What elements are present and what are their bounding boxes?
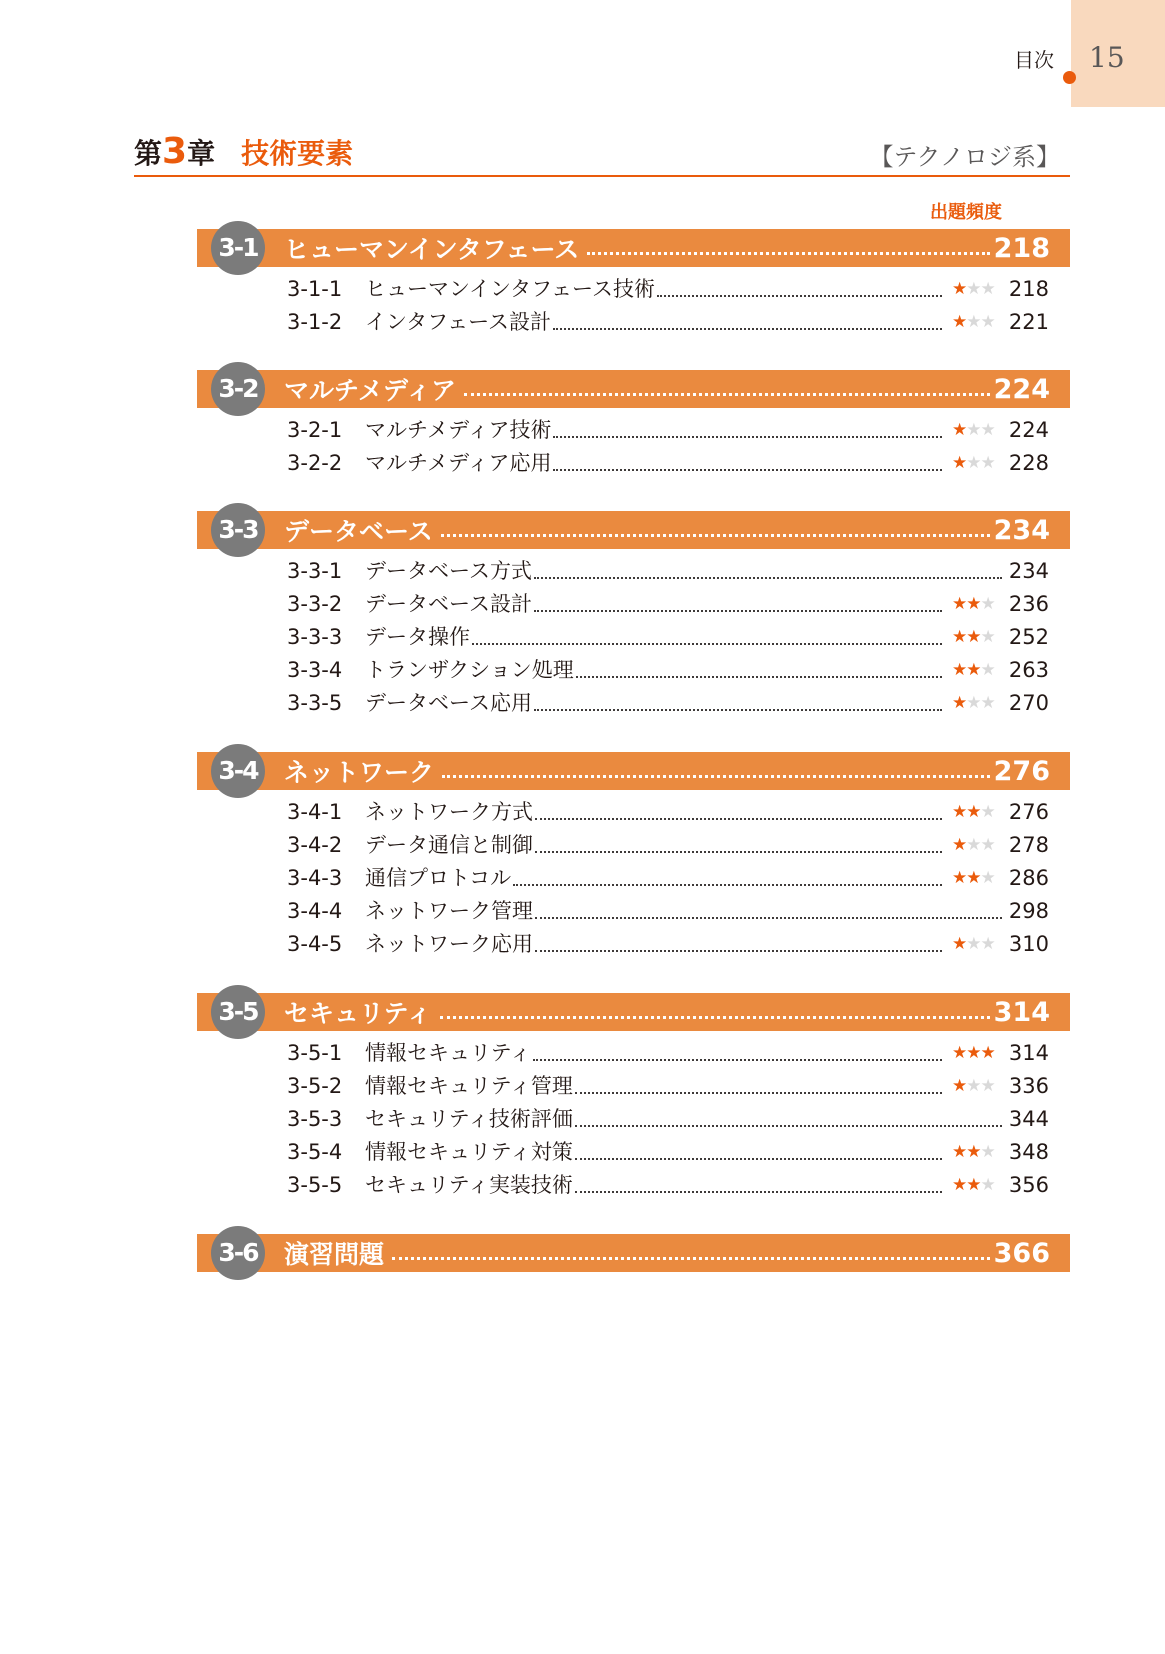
subsection-entry[interactable] xyxy=(287,273,1049,306)
subsection-page: 270 xyxy=(1008,691,1049,715)
star-icon: ★ xyxy=(966,660,981,680)
chapter-heading xyxy=(134,132,353,174)
frequency-stars xyxy=(946,588,1006,621)
frequency-stars xyxy=(946,273,1006,306)
star-icon: ★ xyxy=(952,627,967,647)
subsection-title: 情報セキュリティ管理 xyxy=(365,1074,573,1098)
star-icon: ★ xyxy=(952,453,967,473)
subsection-number: 3-4-5 xyxy=(287,932,343,956)
chapter-divider xyxy=(134,175,1070,177)
frequency-stars xyxy=(946,928,1006,961)
frequency-stars xyxy=(946,796,1006,829)
section-title: データベース xyxy=(284,517,433,546)
star-icon: ★ xyxy=(966,934,981,954)
star-icon: ★ xyxy=(952,594,967,614)
subsection-page: 314 xyxy=(1008,1041,1049,1065)
subsection-entry[interactable] xyxy=(287,654,1049,687)
frequency-stars xyxy=(946,862,1006,895)
dot-leader xyxy=(440,1016,990,1019)
section-page: 224 xyxy=(993,373,1050,405)
star-icon: ★ xyxy=(980,1175,995,1195)
subsection-number: 3-5-2 xyxy=(287,1074,343,1098)
star-icon: ★ xyxy=(966,312,981,332)
subsection-entry[interactable] xyxy=(287,555,1049,588)
star-icon: ★ xyxy=(952,1076,967,1096)
subsection-entry[interactable] xyxy=(287,588,1049,621)
page-number: 15 xyxy=(1089,41,1125,74)
star-icon: ★ xyxy=(966,453,981,473)
dot-leader xyxy=(442,775,990,778)
dot-leader xyxy=(575,1191,942,1193)
subsection-title: データベース設計 xyxy=(365,592,532,616)
subsection-number: 3-3-1 xyxy=(287,559,343,583)
subsection-entry[interactable] xyxy=(287,895,1049,928)
subsection-number: 3-1-2 xyxy=(287,310,343,334)
dot-leader xyxy=(472,643,942,645)
subsection-title: 通信プロトコル xyxy=(365,866,512,890)
subsection-page: 336 xyxy=(1008,1074,1049,1098)
subsection-entry[interactable] xyxy=(287,928,1049,961)
frequency-stars xyxy=(946,1037,1006,1070)
frequency-stars xyxy=(946,306,1006,339)
dot-leader xyxy=(553,436,942,438)
subsection-number: 3-3-2 xyxy=(287,592,343,616)
running-header-label: 目次 xyxy=(1014,48,1054,72)
dot-leader xyxy=(575,1158,942,1160)
star-icon: ★ xyxy=(980,1142,995,1162)
subsection-title: マルチメディア応用 xyxy=(365,451,552,475)
subsection-title: データベース応用 xyxy=(365,691,532,715)
subsection-title: マルチメディア技術 xyxy=(365,418,552,442)
frequency-stars xyxy=(946,447,1006,480)
star-icon: ★ xyxy=(966,279,981,299)
star-icon: ★ xyxy=(980,1043,995,1063)
subsection-page: 348 xyxy=(1008,1140,1049,1164)
star-icon: ★ xyxy=(952,660,967,680)
star-icon: ★ xyxy=(952,835,967,855)
subsection-title: データ通信と制御 xyxy=(365,833,533,857)
star-icon: ★ xyxy=(980,868,995,888)
subsection-page: 236 xyxy=(1008,592,1049,616)
section-title: ネットワーク xyxy=(284,758,435,787)
star-icon: ★ xyxy=(966,1043,981,1063)
section-entry[interactable] xyxy=(284,1234,1050,1272)
star-icon: ★ xyxy=(966,594,981,614)
section-entry[interactable] xyxy=(284,370,1050,408)
subsection-entry[interactable] xyxy=(287,687,1049,720)
subsection-number: 3-2-1 xyxy=(287,418,343,442)
dot-leader xyxy=(533,1059,942,1061)
star-icon: ★ xyxy=(952,934,967,954)
subsection-page: 234 xyxy=(1008,559,1049,583)
subsection-page: 286 xyxy=(1008,866,1049,890)
star-icon: ★ xyxy=(980,934,995,954)
section-number-badge: 3-1 xyxy=(211,221,265,275)
star-icon: ★ xyxy=(952,693,967,713)
subsection-entry[interactable] xyxy=(287,862,1049,895)
chapter-suffix: 章 xyxy=(187,137,216,170)
subsection-entry[interactable] xyxy=(287,621,1049,654)
dot-leader xyxy=(441,534,990,537)
subsection-number: 3-4-2 xyxy=(287,833,343,857)
star-icon: ★ xyxy=(980,312,995,332)
star-icon: ★ xyxy=(980,802,995,822)
chapter-category: 【テクノロジ系】 xyxy=(869,143,1060,171)
star-icon: ★ xyxy=(980,594,995,614)
subsection-title: セキュリティ技術評価 xyxy=(365,1107,573,1131)
dot-leader xyxy=(534,709,942,711)
star-icon: ★ xyxy=(966,1175,981,1195)
star-icon: ★ xyxy=(952,802,967,822)
subsection-entry[interactable] xyxy=(287,447,1049,480)
frequency-stars xyxy=(946,1169,1006,1202)
star-icon: ★ xyxy=(966,802,981,822)
dot-leader xyxy=(575,1125,1002,1127)
section-entry[interactable] xyxy=(284,229,1050,267)
dot-leader xyxy=(587,252,989,255)
subsection-title: データ操作 xyxy=(365,625,470,649)
section-number-badge: 3-2 xyxy=(211,362,265,416)
star-icon: ★ xyxy=(966,1142,981,1162)
subsection-number: 3-3-4 xyxy=(287,658,343,682)
dot-leader xyxy=(553,328,942,330)
star-icon: ★ xyxy=(952,1175,967,1195)
star-icon: ★ xyxy=(980,627,995,647)
section-entry[interactable] xyxy=(284,511,1050,549)
subsection-page: 356 xyxy=(1008,1173,1049,1197)
section-title: 演習問題 xyxy=(284,1240,385,1269)
subsection-page: 263 xyxy=(1008,658,1049,682)
star-icon: ★ xyxy=(966,627,981,647)
star-icon: ★ xyxy=(980,835,995,855)
dot-leader xyxy=(534,577,1002,579)
star-icon: ★ xyxy=(952,868,967,888)
star-icon: ★ xyxy=(952,312,967,332)
frequency-stars xyxy=(946,654,1006,687)
section-number-badge: 3-3 xyxy=(211,503,265,557)
frequency-stars xyxy=(946,1070,1006,1103)
dot-leader xyxy=(553,469,942,471)
subsection-entry[interactable] xyxy=(287,1070,1049,1103)
subsection-page: 221 xyxy=(1008,310,1049,334)
subsection-page: 344 xyxy=(1008,1107,1049,1131)
subsection-number: 3-4-3 xyxy=(287,866,343,890)
subsection-entry[interactable] xyxy=(287,829,1049,862)
subsection-page: 310 xyxy=(1008,932,1049,956)
subsection-number: 3-5-3 xyxy=(287,1107,343,1131)
chapter-prefix: 第 xyxy=(134,137,163,170)
subsection-number: 3-1-1 xyxy=(287,277,343,301)
section-title: マルチメディア xyxy=(284,376,457,405)
chapter-number: 3 xyxy=(162,131,188,172)
frequency-stars xyxy=(946,621,1006,654)
subsection-title: トランザクション処理 xyxy=(365,658,574,682)
star-icon: ★ xyxy=(966,868,981,888)
dot-leader xyxy=(657,295,942,297)
subsection-entry[interactable] xyxy=(287,1103,1049,1136)
subsection-page: 218 xyxy=(1008,277,1049,301)
dot-leader xyxy=(576,676,942,678)
subsection-title: ヒューマンインタフェース技術 xyxy=(365,277,656,301)
dot-leader xyxy=(534,610,942,612)
frequency-stars xyxy=(946,829,1006,862)
dot-leader xyxy=(464,393,990,396)
subsection-entry[interactable] xyxy=(287,1037,1049,1070)
star-icon: ★ xyxy=(980,420,995,440)
subsection-title: 情報セキュリティ対策 xyxy=(365,1140,573,1164)
subsection-number: 3-4-1 xyxy=(287,800,343,824)
subsection-title: インタフェース設計 xyxy=(365,310,552,334)
subsection-number: 3-5-1 xyxy=(287,1041,343,1065)
subsection-title: ネットワーク方式 xyxy=(365,800,533,824)
section-title: セキュリティ xyxy=(284,999,432,1028)
subsection-number: 3-4-4 xyxy=(287,899,343,923)
star-icon: ★ xyxy=(952,279,967,299)
dot-leader xyxy=(535,950,942,952)
star-icon: ★ xyxy=(966,693,981,713)
star-icon: ★ xyxy=(966,1076,981,1096)
subsection-entry[interactable] xyxy=(287,1136,1049,1169)
subsection-number: 3-3-5 xyxy=(287,691,343,715)
star-icon: ★ xyxy=(980,453,995,473)
dot-leader xyxy=(535,851,942,853)
star-icon: ★ xyxy=(980,279,995,299)
section-page: 314 xyxy=(993,996,1050,1028)
section-page: 366 xyxy=(993,1237,1050,1269)
subsection-number: 3-2-2 xyxy=(287,451,343,475)
star-icon: ★ xyxy=(952,1142,967,1162)
subsection-entry[interactable] xyxy=(287,414,1049,447)
section-page: 218 xyxy=(993,232,1050,264)
subsection-page: 228 xyxy=(1008,451,1049,475)
dot-leader xyxy=(535,818,942,820)
section-number-badge: 3-6 xyxy=(211,1226,265,1280)
subsection-page: 278 xyxy=(1008,833,1049,857)
subsection-title: ネットワーク管理 xyxy=(365,899,533,923)
subsection-page: 252 xyxy=(1008,625,1049,649)
star-icon: ★ xyxy=(980,660,995,680)
section-page: 234 xyxy=(993,514,1050,546)
star-icon: ★ xyxy=(980,1076,995,1096)
star-icon: ★ xyxy=(952,420,967,440)
subsection-entry[interactable] xyxy=(287,1169,1049,1202)
subsection-entry[interactable] xyxy=(287,306,1049,339)
section-page: 276 xyxy=(993,755,1050,787)
frequency-stars xyxy=(946,414,1006,447)
section-entry[interactable] xyxy=(284,993,1050,1031)
star-icon: ★ xyxy=(952,1043,967,1063)
star-icon: ★ xyxy=(966,420,981,440)
chapter-title: 技術要素 xyxy=(241,137,354,170)
section-number-badge: 3-4 xyxy=(211,744,265,798)
frequency-stars xyxy=(946,1136,1006,1169)
dot-leader xyxy=(535,917,1002,919)
dot-leader xyxy=(575,1092,942,1094)
subsection-title: ネットワーク応用 xyxy=(365,932,533,956)
subsection-page: 224 xyxy=(1008,418,1049,442)
frequency-stars xyxy=(946,687,1006,720)
section-title: ヒューマンインタフェース xyxy=(284,235,580,264)
subsection-page: 298 xyxy=(1008,899,1049,923)
star-icon: ★ xyxy=(980,693,995,713)
subsection-number: 3-5-5 xyxy=(287,1173,343,1197)
star-icon: ★ xyxy=(966,835,981,855)
subsection-title: データベース方式 xyxy=(365,559,532,583)
header-dot-marker xyxy=(1063,71,1076,84)
dot-leader xyxy=(392,1257,990,1260)
subsection-title: セキュリティ実装技術 xyxy=(365,1173,573,1197)
dot-leader xyxy=(513,884,942,886)
subsection-title: 情報セキュリティ xyxy=(365,1041,531,1065)
subsection-number: 3-3-3 xyxy=(287,625,343,649)
subsection-page: 276 xyxy=(1008,800,1049,824)
frequency-column-label: 出題頻度 xyxy=(930,202,1002,223)
subsection-number: 3-5-4 xyxy=(287,1140,343,1164)
subsection-entry[interactable] xyxy=(287,796,1049,829)
section-entry[interactable] xyxy=(284,752,1050,790)
section-number-badge: 3-5 xyxy=(211,985,265,1039)
